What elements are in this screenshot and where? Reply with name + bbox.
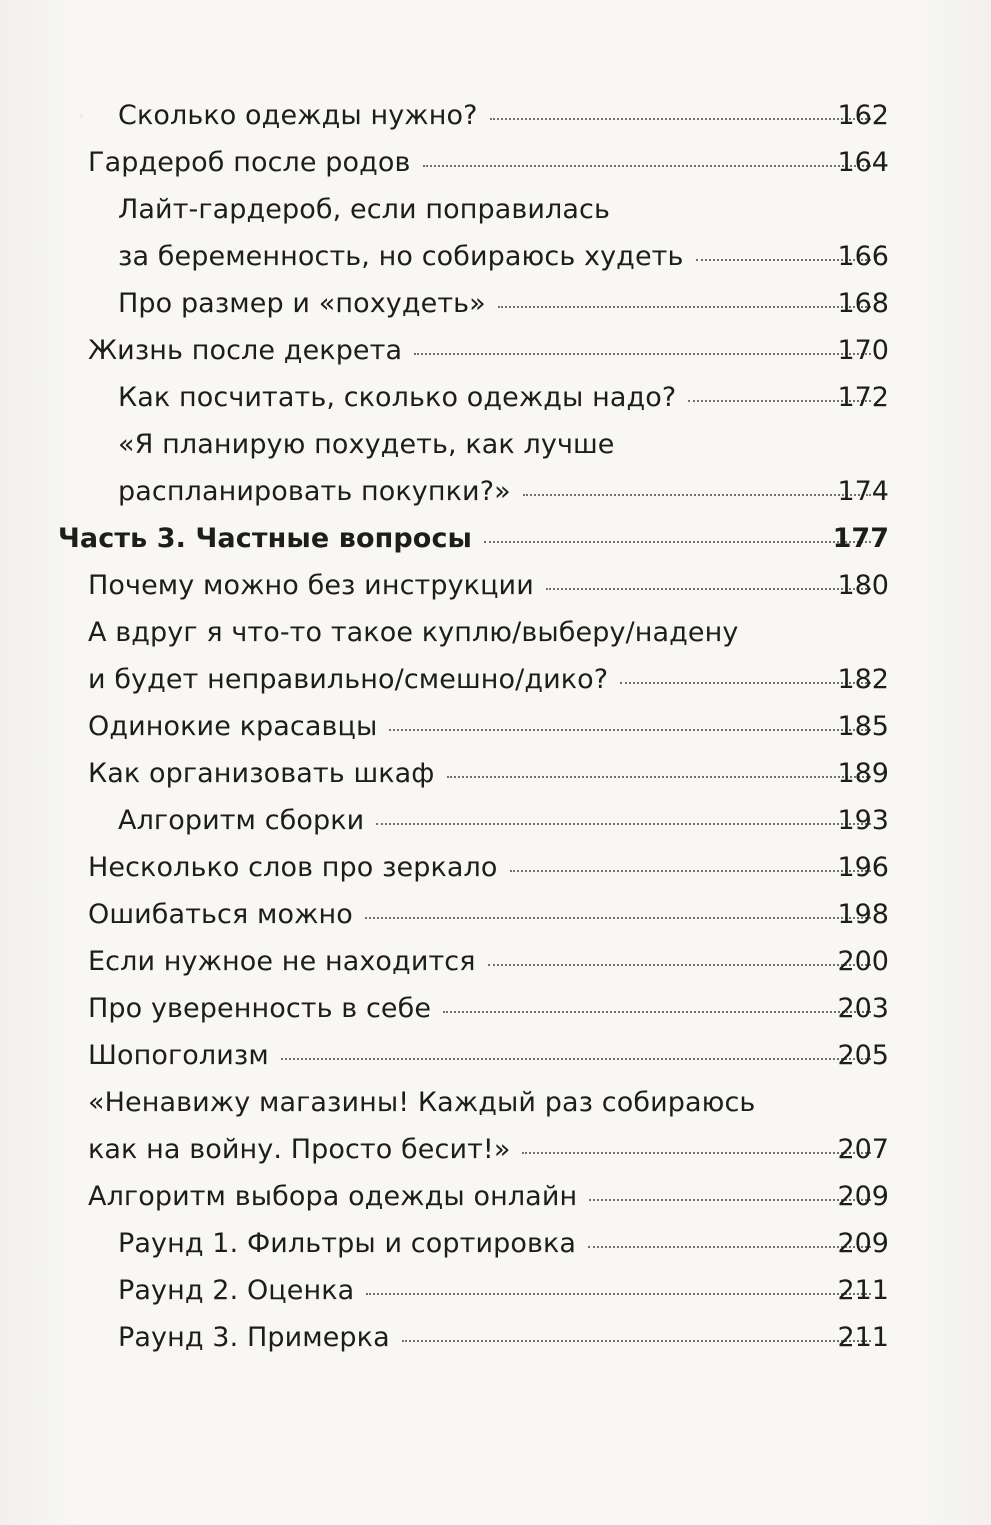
toc-entry-text: Жизнь после декрета xyxy=(88,335,403,366)
dot-leader xyxy=(366,1292,871,1295)
dot-leader xyxy=(402,1339,871,1342)
toc-page-number: 211 xyxy=(837,1322,889,1353)
toc-entry-text: Шопоголизм xyxy=(88,1040,269,1071)
toc-line-wrap xyxy=(0,280,889,327)
toc-entry-text: Алгоритм выбора одежды онлайн xyxy=(88,1181,578,1212)
toc-line-wrap xyxy=(0,891,889,938)
toc-entry-text: и будет неправильно/смешно/дико? xyxy=(88,664,609,695)
toc-line-wrap xyxy=(0,1173,889,1220)
toc-entry-text: Как посчитать, сколько одежды надо? xyxy=(118,382,677,413)
dot-leader xyxy=(498,305,871,308)
toc-entry-text: Раунд 2. Оценка xyxy=(118,1275,355,1306)
table-of-contents xyxy=(0,92,991,1361)
toc-line-wrap xyxy=(0,139,889,186)
toc-page-number: 177 xyxy=(832,523,889,554)
toc-page-number: 182 xyxy=(837,664,889,695)
toc-line-wrap xyxy=(0,1032,889,1079)
toc-row xyxy=(0,1126,991,1173)
toc-entry-text: Ошибаться можно xyxy=(88,899,353,930)
toc-line-wrap xyxy=(0,421,889,468)
dot-leader xyxy=(490,117,871,120)
toc-row xyxy=(0,515,991,562)
toc-entry-text: Почему можно без инструкции xyxy=(88,570,534,601)
toc-entry-text: Раунд 1. Фильтры и сортировка xyxy=(118,1228,577,1259)
toc-page-number: 162 xyxy=(837,100,889,131)
toc-row xyxy=(0,280,991,327)
dot-leader xyxy=(443,1010,871,1013)
toc-page-number: 185 xyxy=(837,711,889,742)
toc-row xyxy=(0,938,991,985)
toc-page-number: 198 xyxy=(837,899,889,930)
toc-row xyxy=(0,985,991,1032)
toc-row xyxy=(0,1267,991,1314)
toc-row xyxy=(0,609,991,656)
dot-leader xyxy=(447,775,872,778)
toc-row xyxy=(0,562,991,609)
toc-page-number: 211 xyxy=(837,1275,889,1306)
toc-row xyxy=(0,374,991,421)
toc-entry-text: Несколько слов про зеркало xyxy=(88,852,498,883)
toc-row xyxy=(0,891,991,938)
toc-entry-text: «Ненавижу магазины! Каждый раз собираюсь xyxy=(88,1087,756,1118)
dot-leader xyxy=(523,493,871,496)
toc-line-wrap xyxy=(0,985,889,1032)
toc-line-wrap xyxy=(0,844,889,891)
toc-page-number: 166 xyxy=(837,241,889,272)
toc-line-wrap xyxy=(0,374,889,421)
toc-entry-text: Сколько одежды нужно? xyxy=(118,100,478,131)
toc-page-number: 180 xyxy=(837,570,889,601)
toc-entry-text: Одинокие красавцы xyxy=(88,711,378,742)
toc-line-wrap xyxy=(0,750,889,797)
toc-line-wrap xyxy=(0,703,889,750)
toc-entry-text: Часть 3. Частные вопросы xyxy=(58,523,473,554)
toc-row xyxy=(0,327,991,374)
toc-row xyxy=(0,750,991,797)
toc-entry-text: как на войну. Просто бесит!» xyxy=(88,1134,511,1165)
toc-row xyxy=(0,797,991,844)
toc-page-number: 189 xyxy=(837,758,889,789)
toc-entry-text: Про размер и «похудеть» xyxy=(118,288,486,319)
dot-leader xyxy=(423,164,871,167)
toc-entry-text: А вдруг я что-то такое куплю/выберу/надену xyxy=(88,617,739,648)
toc-entry-text: Лайт-гардероб, если поправилась xyxy=(118,194,610,225)
toc-row xyxy=(0,1173,991,1220)
toc-page-number: 164 xyxy=(837,147,889,178)
toc-page-number: 196 xyxy=(837,852,889,883)
toc-line-wrap xyxy=(0,515,889,562)
toc-page-number: 209 xyxy=(837,1181,889,1212)
toc-row xyxy=(0,1314,991,1361)
toc-line-wrap xyxy=(0,186,889,233)
toc-line-wrap xyxy=(0,1314,889,1361)
toc-entry-text: Гардероб после родов xyxy=(88,147,411,178)
toc-row xyxy=(0,656,991,703)
toc-entry-text: Если нужное не находится xyxy=(88,946,476,977)
toc-line-wrap xyxy=(0,1079,889,1126)
toc-line-wrap xyxy=(0,938,889,985)
toc-page-number: 168 xyxy=(837,288,889,319)
toc-row xyxy=(0,186,991,233)
toc-line-wrap xyxy=(0,656,889,703)
toc-line-wrap xyxy=(0,233,889,280)
dot-leader xyxy=(281,1057,871,1060)
toc-row xyxy=(0,1079,991,1126)
toc-row xyxy=(0,844,991,891)
toc-page-number: 193 xyxy=(837,805,889,836)
toc-page-number: 207 xyxy=(837,1134,889,1165)
toc-entry-text: распланировать покупки?» xyxy=(118,476,511,507)
show-through-mark: · xyxy=(77,100,86,133)
dot-leader xyxy=(376,822,871,825)
dot-leader xyxy=(414,352,871,355)
toc-line-wrap xyxy=(0,327,889,374)
toc-line-wrap xyxy=(0,1267,889,1314)
toc-row xyxy=(0,139,991,186)
dot-leader xyxy=(389,728,871,731)
toc-line-wrap xyxy=(0,92,889,139)
dot-leader xyxy=(546,587,871,590)
toc-page-number: 174 xyxy=(837,476,889,507)
toc-line-wrap xyxy=(0,1220,889,1267)
toc-row xyxy=(0,1032,991,1079)
toc-entry-text: за беременность, но собираюсь худеть xyxy=(118,241,684,272)
toc-entry-text: Раунд 3. Примерка xyxy=(118,1322,390,1353)
toc-row xyxy=(0,92,991,139)
toc-entry-text: Как организовать шкаф xyxy=(88,758,435,789)
toc-page-number: 205 xyxy=(837,1040,889,1071)
toc-row xyxy=(0,233,991,280)
toc-entry-text: Алгоритм сборки xyxy=(118,805,365,836)
toc-page-number: 200 xyxy=(837,946,889,977)
toc-row xyxy=(0,468,991,515)
dot-leader xyxy=(365,916,871,919)
toc-row xyxy=(0,421,991,468)
toc-entry-text: «Я планирую похудеть, как лучше xyxy=(118,429,615,460)
toc-line-wrap xyxy=(0,468,889,515)
toc-line-wrap xyxy=(0,609,889,656)
toc-page-number: 209 xyxy=(837,1228,889,1259)
dot-leader xyxy=(488,963,871,966)
dot-leader xyxy=(522,1151,871,1154)
dot-leader xyxy=(484,540,871,543)
toc-entry-text: Про уверенность в себе xyxy=(88,993,432,1024)
toc-line-wrap xyxy=(0,1126,889,1173)
toc-row xyxy=(0,703,991,750)
toc-line-wrap xyxy=(0,562,889,609)
toc-page-number: 170 xyxy=(837,335,889,366)
toc-page-number: 203 xyxy=(837,993,889,1024)
toc-line-wrap xyxy=(0,797,889,844)
toc-row xyxy=(0,1220,991,1267)
toc-page-number: 172 xyxy=(837,382,889,413)
dot-leader xyxy=(510,869,871,872)
